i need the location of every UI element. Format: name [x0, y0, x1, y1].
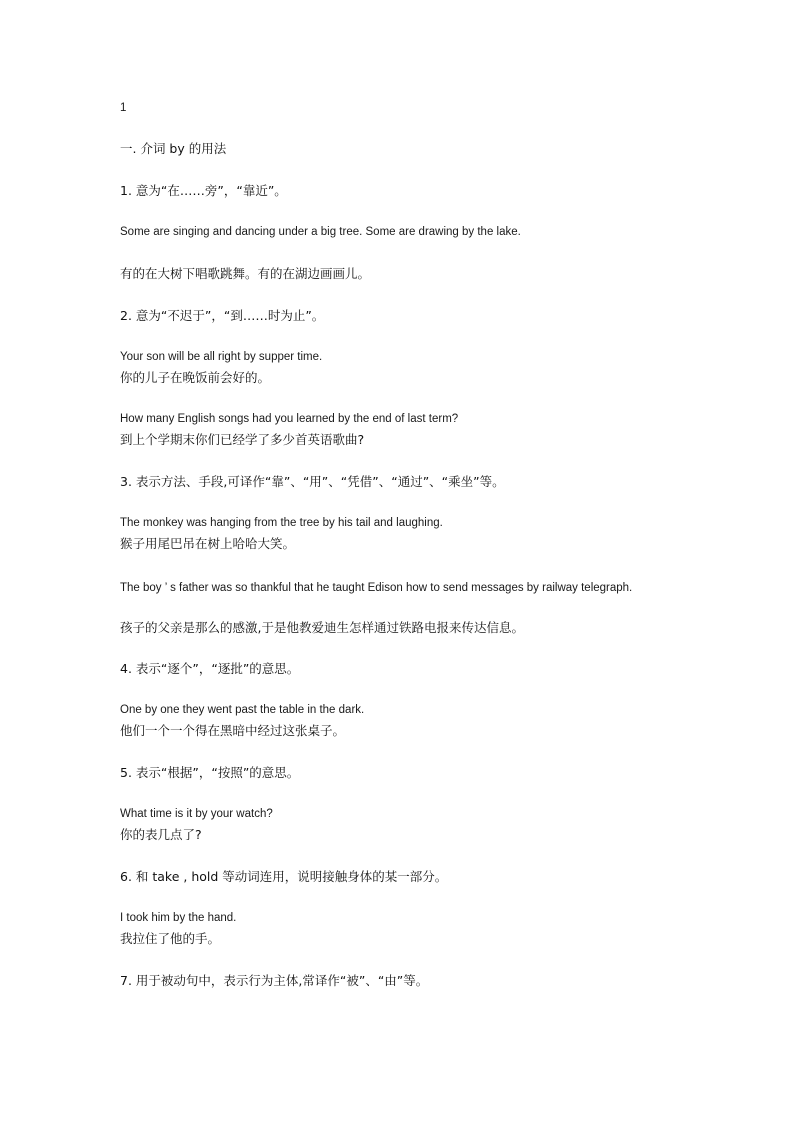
- item-6-example-cn: 我拉住了他的手。: [120, 931, 221, 946]
- item-1-heading: 1. 意为“在……旁”，“靠近”。: [120, 183, 287, 198]
- item-6-example-en: I took him by the hand.: [120, 912, 237, 924]
- item-6-heading: 6. 和 take , hold 等动词连用，说明接触身体的某一部分。: [120, 869, 448, 884]
- section-title: 一. 介词 by 的用法: [120, 141, 227, 156]
- item-2-example-1-en: Your son will be all right by supper time.: [120, 351, 323, 363]
- item-2-example-1-cn: 你的儿子在晚饭前会好的。: [120, 370, 271, 385]
- item-4-example-en: One by one they went past the table in the dark.: [120, 704, 365, 716]
- item-4-example-cn: 他们一个一个得在黑暗中经过这张桌子。: [120, 723, 346, 738]
- item-5-example-en: What time is it by your watch?: [120, 808, 273, 820]
- page-number: 1: [120, 102, 127, 114]
- item-3-example-2-en: The boy ’ s father was so thankful that he taught Edison how to send messages by railway telegraph.: [120, 582, 633, 594]
- item-3-example-1-cn: 猴子用尾巴吊在树上哈哈大笑。: [120, 536, 296, 551]
- item-4-heading: 4. 表示“逐个”，“逐批”的意思。: [120, 661, 300, 676]
- item-3-heading: 3. 表示方法、手段,可译作“靠”、“用”、“凭借”、“通过”、“乘坐”等。: [120, 474, 505, 489]
- item-5-heading: 5. 表示“根据”，“按照”的意思。: [120, 765, 300, 780]
- item-2-example-2-cn: 到上个学期末你们已经学了多少首英语歌曲?: [120, 432, 365, 447]
- item-5-example-cn: 你的表几点了?: [120, 827, 202, 842]
- item-2-heading: 2. 意为“不迟于”，“到……时为止”。: [120, 308, 325, 323]
- item-1-example-cn: 有的在大树下唱歌跳舞。有的在湖边画画儿。: [120, 266, 371, 281]
- item-7-heading: 7. 用于被动句中，表示行为主体,常译作“被”、“由”等。: [120, 973, 429, 988]
- item-3-example-2-cn: 孩子的父亲是那么的感激,于是他教爱迪生怎样通过铁路电报来传达信息。: [120, 620, 524, 635]
- item-2-example-2-en: How many English songs had you learned by the end of last term?: [120, 413, 459, 425]
- item-3-example-1-en: The monkey was hanging from the tree by his tail and laughing.: [120, 517, 443, 529]
- item-1-example-en: Some are singing and dancing under a big tree. Some are drawing by the lake.: [120, 226, 521, 238]
